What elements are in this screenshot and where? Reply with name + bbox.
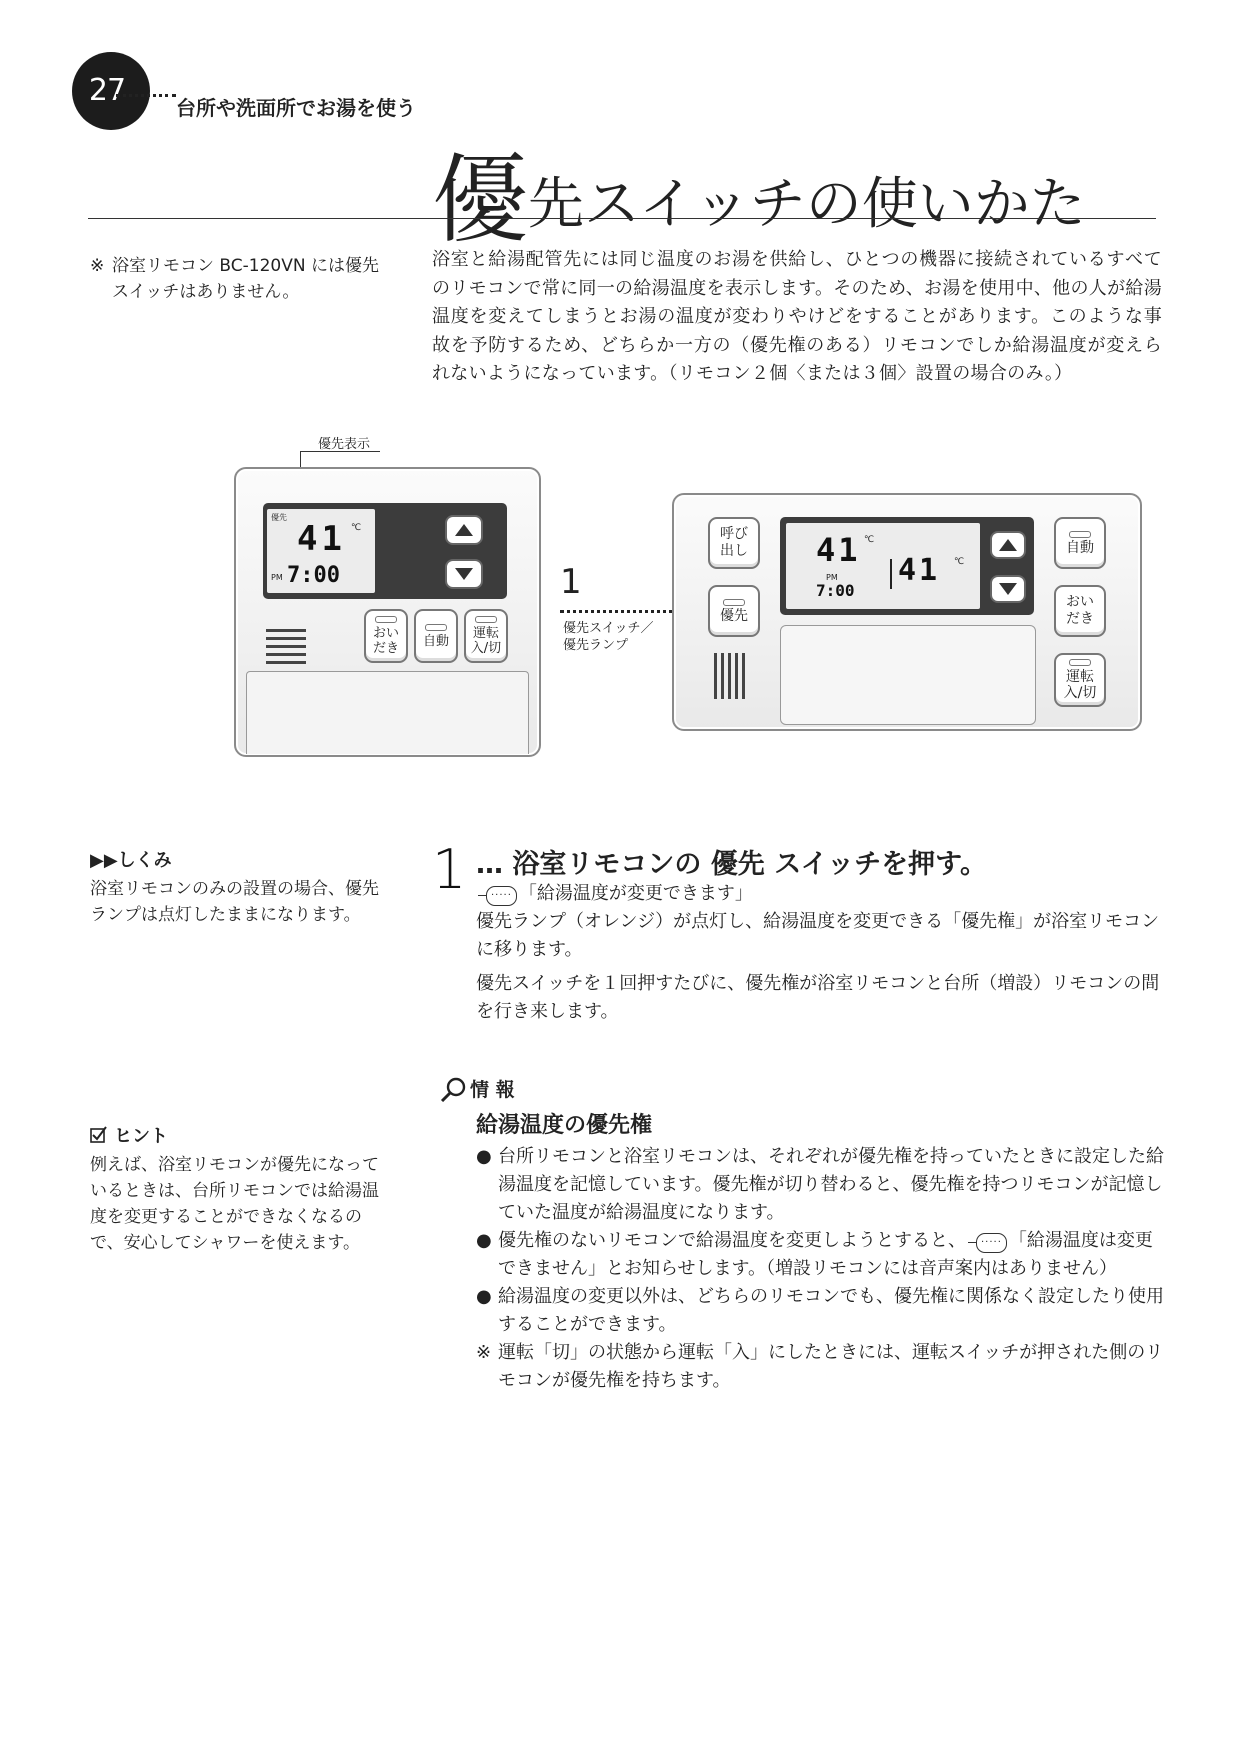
left-lcd-time: 7:00: [287, 563, 340, 588]
info-note: [476, 1339, 1164, 1395]
right-unten-label-1: 運転: [1066, 669, 1094, 685]
intro-paragraph: 浴室と給湯配管先には同じ温度のお湯を供給し、ひとつの機器に接続されているすべてのリモコンで常に同一の給湯温度を表示します。そのため、お湯を使用中、他の人が給湯温度を変えてしまうとお湯の温度が変わりやけどをすることがあります。このような事故を予防するため、どちらか一方の（優先権のある）リモコンでしか給湯温度が変えられないようになっています。（リモコン２個〈または３個〉設置の場合のみ。）: [432, 249, 1162, 384]
left-oidaki-button[interactable]: [364, 609, 408, 663]
right-lcd-time: 7:00: [816, 581, 855, 600]
right-jido-label: 自動: [1066, 539, 1094, 556]
bullet-mark: ●: [476, 1146, 492, 1167]
right-up-button[interactable]: [990, 531, 1026, 559]
bullet-mark: ●: [476, 1286, 492, 1307]
down-arrow-icon: [455, 568, 473, 580]
step-title: … 浴室リモコンの 優先 スイッチを押す。: [476, 849, 987, 880]
right-jido-button[interactable]: [1054, 517, 1106, 569]
left-jido-button[interactable]: [414, 609, 458, 663]
title-rule: [88, 218, 1156, 219]
left-lcd-temperature: 41: [297, 519, 346, 559]
right-lcd-temperature: 41: [816, 531, 861, 569]
kitchen-remote-right: [672, 493, 1142, 731]
page-number: 27: [88, 73, 126, 108]
jido-lamp: [1069, 531, 1091, 538]
right-unten-label-2: 入/切: [1063, 685, 1097, 701]
yusen-lamp: [723, 599, 745, 606]
oidaki-lamp: [375, 616, 397, 623]
info-bullet-2-pre: 優先権のないリモコンで給湯温度を変更しようとすると、: [498, 1230, 966, 1251]
info-note-text: 運転「切」の状態から運転「入」にしたときには、運転スイッチが押された側のリモコンが優先権を持ちます。: [498, 1342, 1164, 1391]
step-para-2: 優先スイッチを１回押すたびに、優先権が浴室リモコンと台所（増設）リモコンの間を行き来します。: [476, 973, 1160, 1022]
unten-lamp: [1069, 659, 1091, 666]
magnifier-icon: [440, 1076, 468, 1102]
up-arrow-icon: [455, 524, 473, 536]
left-lcd-pm: PM: [271, 573, 283, 582]
right-lcd-pm: PM: [826, 573, 838, 582]
callout-number: 1: [560, 562, 582, 602]
model-note: [90, 253, 390, 305]
checkbox-icon: [90, 1126, 108, 1144]
info-bullet-list: [476, 1143, 1164, 1395]
page-title-rest: 先スイッチの使いかた: [528, 172, 1086, 237]
unten-lamp: [475, 616, 497, 623]
page-title: [432, 124, 1086, 261]
right-lcd-screen: [786, 523, 980, 609]
note-mark: ※: [476, 1342, 492, 1363]
hint-heading: ヒント: [114, 1126, 168, 1147]
left-speaker-grille: [266, 629, 306, 664]
note-text: 浴室リモコン BC-120VN には優先スイッチはありません。: [112, 256, 379, 302]
step-voice-text: 「給湯温度が変更できます」: [518, 883, 753, 904]
section-title: 台所や洗面所でお湯を使う: [176, 96, 416, 120]
page-title-first-char: 優: [432, 144, 528, 256]
unten-label-2: 入/切: [470, 641, 502, 656]
info-heading-row: [440, 1075, 515, 1102]
jido-label: 自動: [422, 633, 449, 649]
oidaki-label-2: だき: [372, 641, 399, 656]
voice-speech-icon: ·····: [976, 1233, 1007, 1253]
note-mark: ※: [90, 256, 105, 276]
bathroom-remote-left: [234, 467, 541, 757]
left-down-button[interactable]: [445, 559, 483, 589]
priority-display-label: 優先表示: [318, 437, 371, 452]
right-lcd-frame: [780, 517, 1034, 615]
down-arrow-icon: [999, 583, 1017, 595]
yobidashi-label-1: 呼び: [720, 526, 748, 542]
right-yobidashi-button[interactable]: [708, 517, 760, 569]
info-heading: 情 報: [470, 1079, 515, 1101]
right-down-button[interactable]: [990, 575, 1026, 603]
right-oidaki-label-2: だき: [1066, 611, 1094, 627]
left-lcd-priority: 優先: [271, 513, 287, 522]
shikumi-text: 浴室リモコンのみの設置の場合、優先ランプは点灯したままになります。: [90, 879, 379, 925]
hint-section: [90, 1122, 380, 1256]
info-bullet-3-text: 給湯温度の変更以外は、どちらのリモコンでも、優先権に関係なく設定したり使用することができます。: [498, 1286, 1164, 1335]
unten-label-1: 運転: [472, 626, 499, 641]
left-up-button[interactable]: [445, 515, 483, 545]
right-lcd-level-bar: [890, 559, 892, 589]
right-lcd-unit: ℃: [864, 535, 875, 545]
info-bullet-1: [476, 1143, 1164, 1227]
left-remote-cover: [246, 671, 529, 754]
right-speaker-grille: [714, 653, 745, 699]
callout-label-2: 優先ランプ: [563, 638, 629, 653]
page-number-badge: [72, 52, 150, 130]
right-lcd-set-unit: ℃: [954, 557, 965, 567]
info-subheading: 給湯温度の優先権: [476, 1113, 653, 1138]
right-lcd-temperature-set: 41: [898, 553, 941, 588]
yobidashi-label-2: 出し: [720, 543, 748, 559]
right-yusen-button[interactable]: [708, 585, 760, 637]
info-bullet-2: [476, 1227, 1164, 1283]
left-lcd-unit: ℃: [351, 523, 362, 533]
left-unten-button[interactable]: [464, 609, 508, 663]
shikumi-section: [90, 846, 380, 928]
yusen-label: 優先: [720, 607, 748, 624]
info-bullet-2-post: 「給湯温度は変更できません」とお知らせします。（増設リモコンには音声案内はありません）: [498, 1230, 1153, 1279]
step-para-1: 優先ランプ（オレンジ）が点灯し、給湯温度を変更できる「優先権」が浴室リモコンに移ります。: [476, 911, 1160, 960]
step-voice-line: [486, 880, 753, 908]
right-oidaki-button[interactable]: [1054, 585, 1106, 637]
section-leader-dots: [116, 94, 176, 97]
hint-heading-row: [90, 1122, 380, 1148]
bullet-mark: ●: [476, 1230, 492, 1251]
left-lcd-frame: [263, 503, 507, 599]
priority-display-leader: [300, 451, 380, 452]
right-unten-button[interactable]: [1054, 653, 1106, 707]
jido-lamp: [425, 624, 447, 631]
shikumi-heading: ▶▶しくみ: [90, 850, 172, 871]
right-oidaki-label-1: おい: [1066, 594, 1094, 610]
hint-text: 例えば、浴室リモコンが優先になっているときは、台所リモコンでは給湯温度を変更することができなくなるので、安心してシャワーを使えます。: [90, 1155, 379, 1253]
left-lcd-screen: [267, 509, 375, 593]
right-remote-cover: [780, 625, 1036, 725]
callout-label-1: 優先スイッチ／: [563, 621, 654, 636]
info-bullet-3: [476, 1283, 1164, 1339]
up-arrow-icon: [999, 539, 1017, 551]
voice-speech-icon: ·····: [486, 886, 517, 906]
step-number: 1: [432, 838, 467, 901]
info-bullet-1-text: 台所リモコンと浴室リモコンは、それぞれが優先権を持っていたときに設定した給湯温度を記憶しています。優先権が切り替わると、優先権を持つリモコンが記憶していた温度が給湯温度になります。: [498, 1146, 1164, 1223]
oidaki-label-1: おい: [372, 626, 399, 641]
